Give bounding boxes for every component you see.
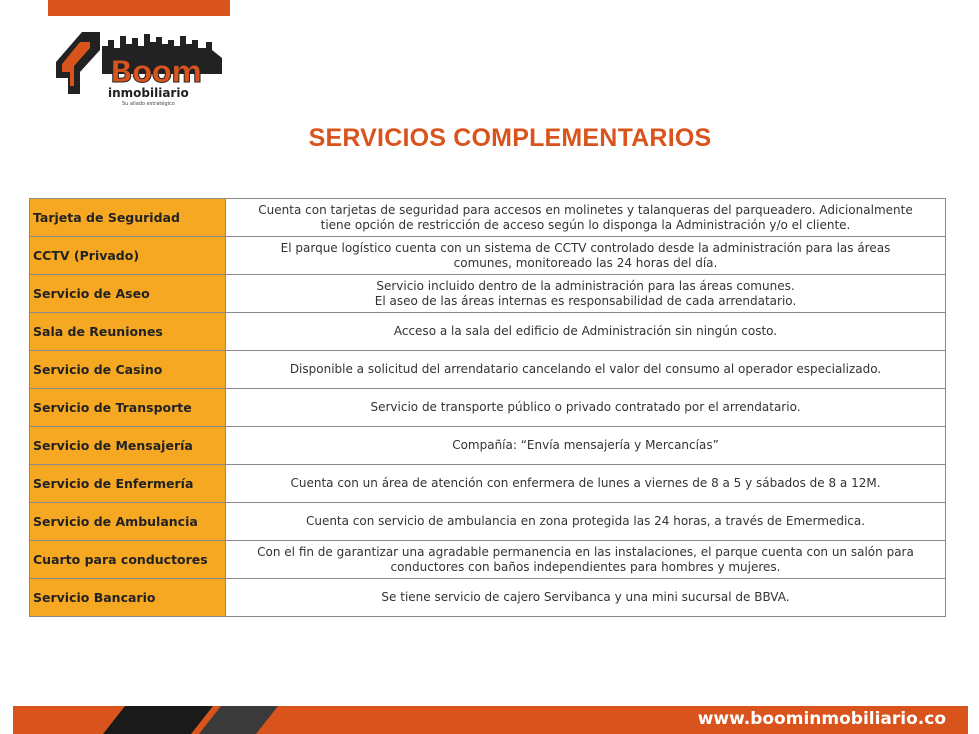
table-row <box>30 351 946 389</box>
service-description: Servicio incluido dentro de la administración para las áreas comunes. El aseo de las áreas internas es responsabilidad de cada arrendatario. <box>226 275 946 313</box>
service-label: Servicio de Mensajería <box>30 427 226 465</box>
table-row <box>30 541 946 579</box>
service-description: Cuenta con un área de atención con enfermera de lunes a viernes de 8 a 5 y sábados de 8 a 12M. <box>226 465 946 503</box>
services-table <box>29 198 946 617</box>
service-label: Servicio Bancario <box>30 579 226 617</box>
table-row <box>30 579 946 617</box>
page-title: SERVICIOS COMPLEMENTARIOS <box>308 124 712 152</box>
company-logo <box>50 28 230 108</box>
service-label: Servicio de Enfermería <box>30 465 226 503</box>
table-row <box>30 427 946 465</box>
table-row <box>30 199 946 237</box>
service-description: Servicio de transporte público o privado contratado por el arrendatario. <box>226 389 946 427</box>
logo-sub-text: inmobiliario <box>108 86 189 100</box>
service-description: Con el fin de garantizar una agradable permanencia en las instalaciones, el parque cuenta con un salón para conductores con baños independientes para hombres y mujeres. <box>226 541 946 579</box>
table-row <box>30 237 946 275</box>
service-label: Sala de Reuniones <box>30 313 226 351</box>
service-label: Servicio de Casino <box>30 351 226 389</box>
service-label: Tarjeta de Seguridad <box>30 199 226 237</box>
service-description: Compañía: “Envía mensajería y Mercancías” <box>226 427 946 465</box>
logo-tagline: Su aliado estratégico <box>122 101 175 107</box>
top-accent-bar <box>48 0 230 16</box>
service-description: Cuenta con servicio de ambulancia en zona protegida las 24 horas, a través de Emermedica. <box>226 503 946 541</box>
logo-brand-text: Boom <box>110 55 202 90</box>
table-row <box>30 389 946 427</box>
service-description: Cuenta con tarjetas de seguridad para accesos en molinetes y talanqueras del parqueadero. Adicionalmente tiene opción de restricción de acceso según lo disponga la Administración y/o el cliente. <box>226 199 946 237</box>
table-row <box>30 465 946 503</box>
footer-stripes-icon <box>13 706 313 734</box>
service-description: Acceso a la sala del edificio de Administración sin ningún costo. <box>226 313 946 351</box>
table-row <box>30 275 946 313</box>
service-label: Servicio de Aseo <box>30 275 226 313</box>
service-description: Disponible a solicitud del arrendatario cancelando el valor del consumo al operador especializado. <box>226 351 946 389</box>
footer-bar <box>13 706 968 734</box>
table-row <box>30 313 946 351</box>
service-label: Cuarto para conductores <box>30 541 226 579</box>
service-description: Se tiene servicio de cajero Servibanca y una mini sucursal de BBVA. <box>226 579 946 617</box>
table-row <box>30 503 946 541</box>
service-description: El parque logístico cuenta con un sistema de CCTV controlado desde la administración para las áreas comunes, monitoreado las 24 horas del día. <box>226 237 946 275</box>
website-link[interactable]: www.boominmobiliario.co <box>697 709 946 729</box>
service-label: Servicio de Ambulancia <box>30 503 226 541</box>
service-label: CCTV (Privado) <box>30 237 226 275</box>
service-label: Servicio de Transporte <box>30 389 226 427</box>
